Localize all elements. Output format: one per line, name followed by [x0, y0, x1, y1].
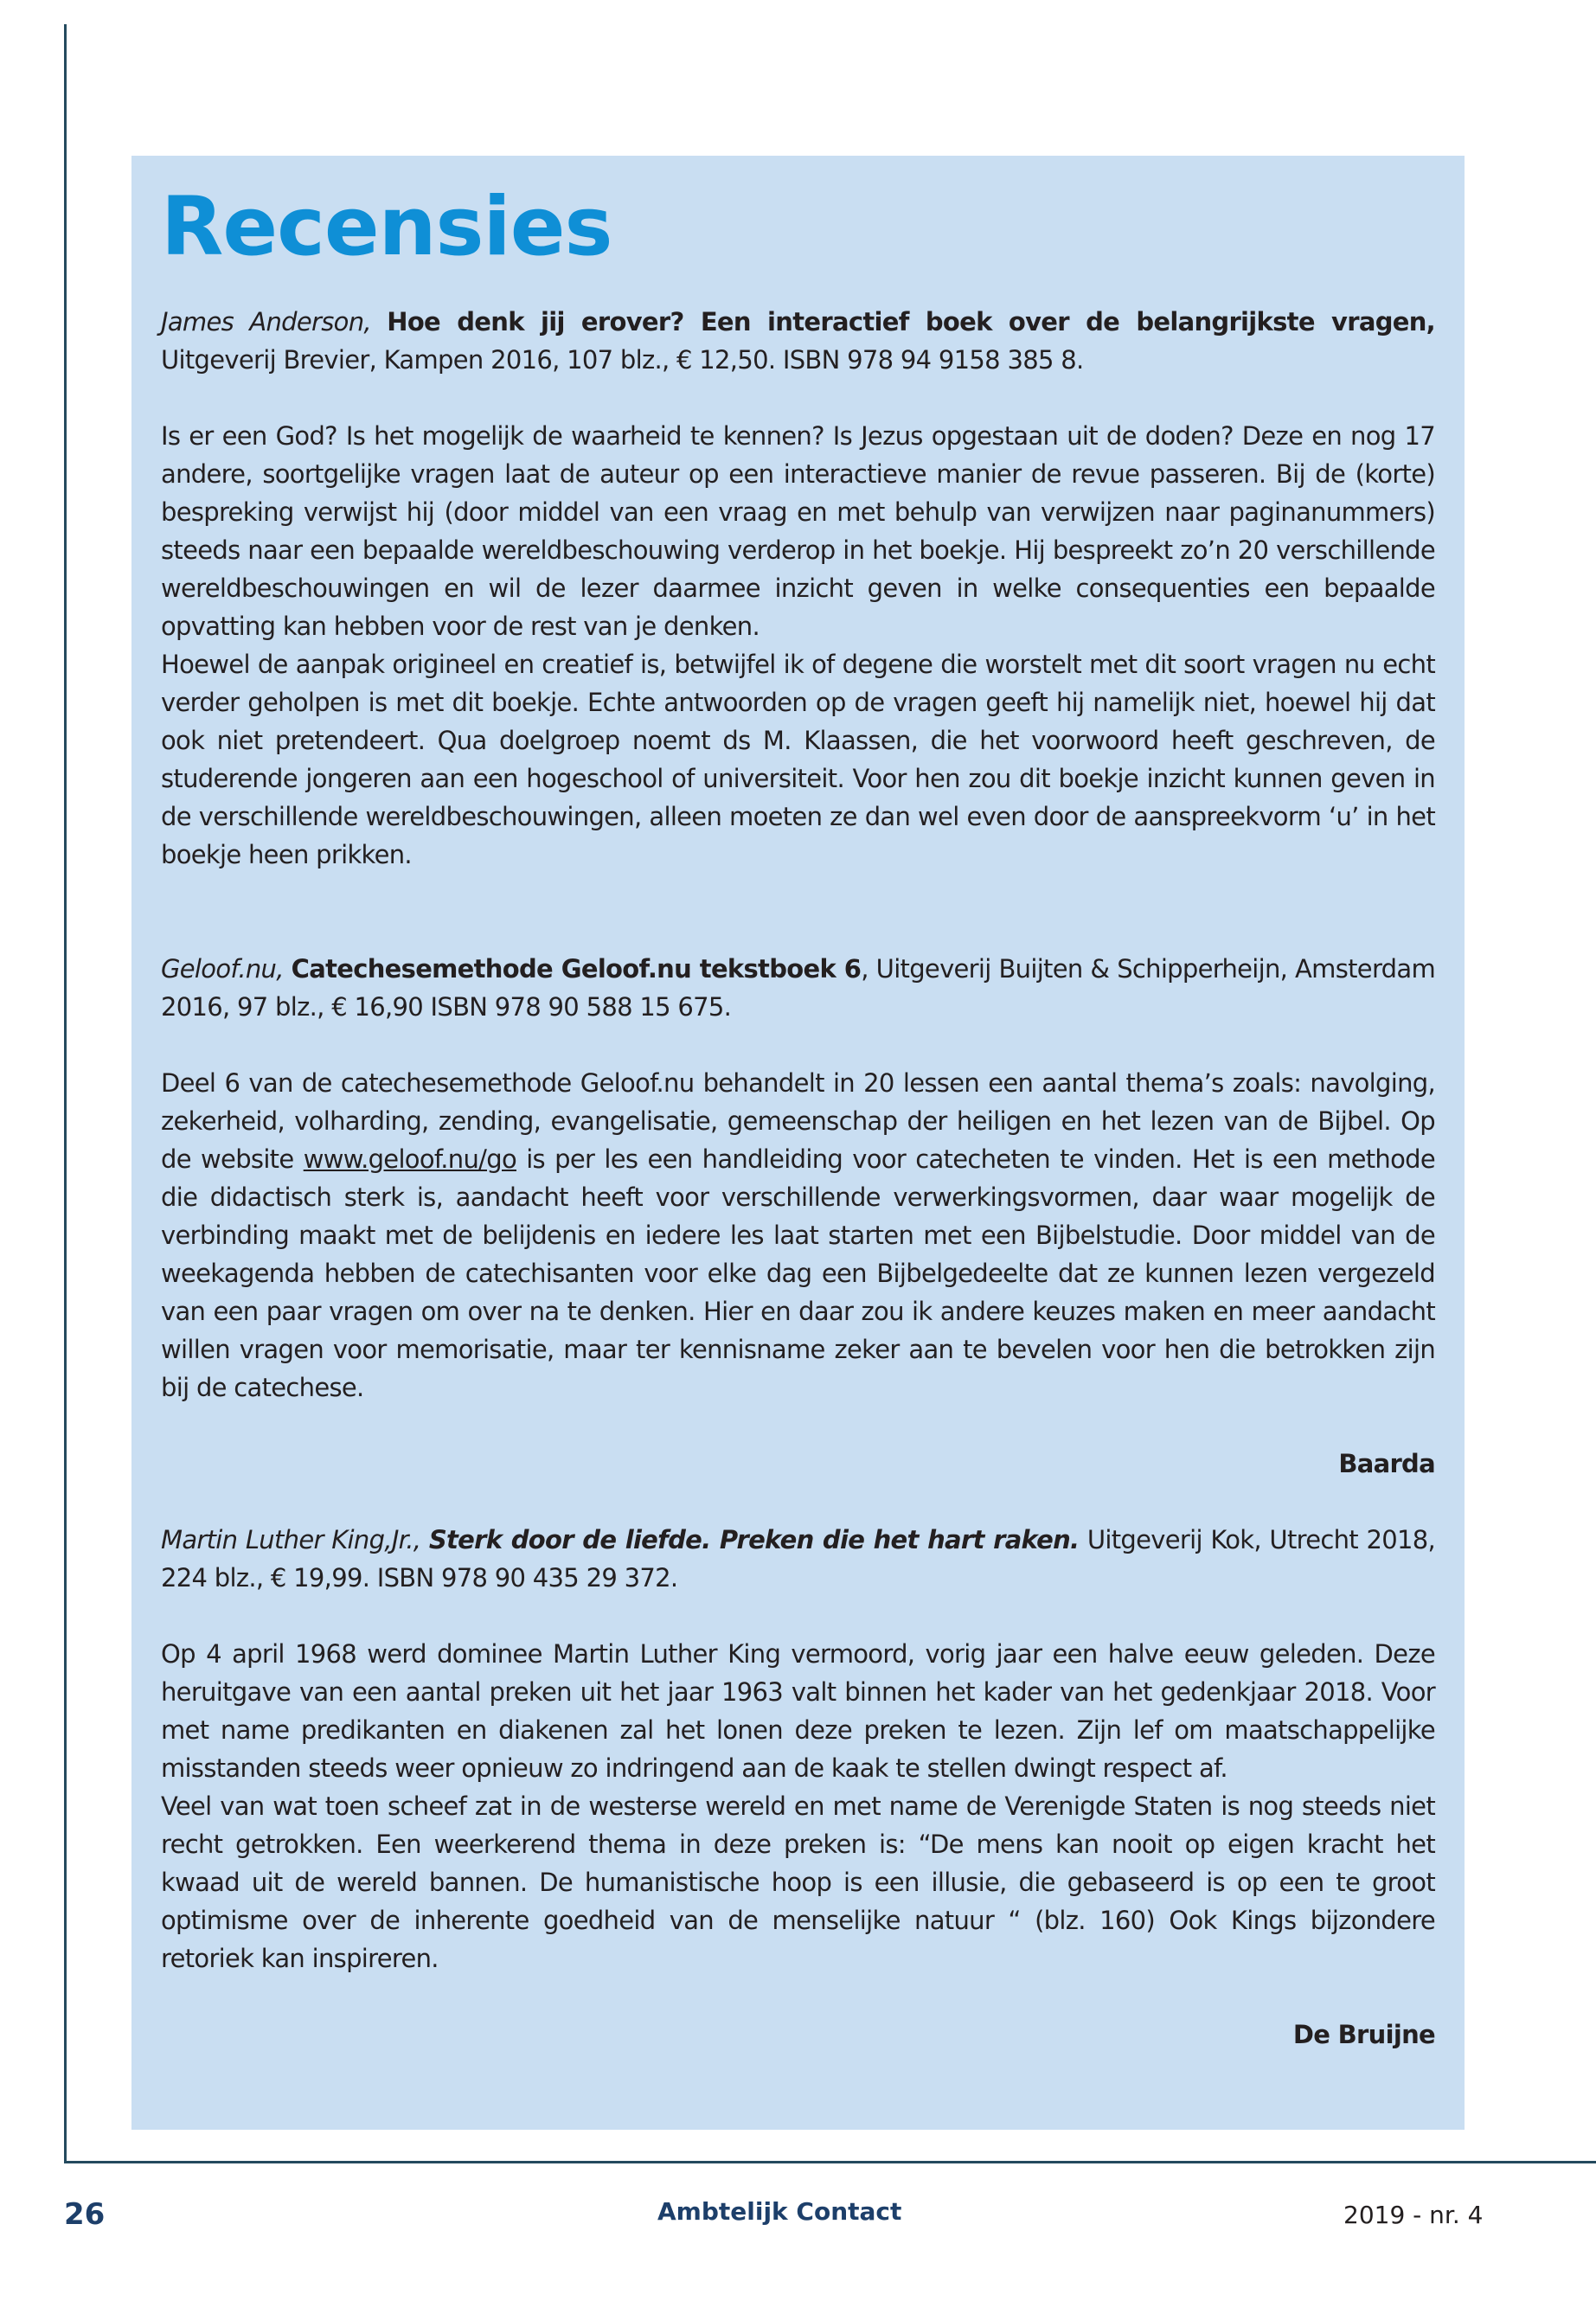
- review-1-author: James Anderson,: [161, 307, 371, 336]
- review-1-book-title: Hoe denk jij erover? Een interactief boek over de belangrijkste vragen,: [387, 307, 1435, 336]
- review-3-author: Martin Luther King,Jr.,: [161, 1525, 421, 1554]
- review-3-details: Uitgeverij Kok, Utrecht 2018, 224 blz., € 19,99. ISBN 978 90 435 29 372.: [161, 1525, 1435, 1593]
- review-2-paragraph: [161, 1064, 1435, 1407]
- review-2-signature: Baarda: [1338, 1449, 1435, 1478]
- review-3-paragraph: Veel van wat toen scheef zat in de westerse wereld en met name de Verenigde Staten is nog steeds niet recht getrokken. Een weerkerend thema in deze preken is: “De mens kan nooit op eigen kracht het kwaad uit de wereld bannen. De humanistische hoop is een illusie, die gebaseerd is op een te groot optimisme over de inherente goedheid van de menselijke natuur “ (blz. 160) Ook Kings bijzondere retoriek kan inspireren.: [161, 1791, 1435, 1973]
- review-3-paragraph: Op 4 april 1968 werd dominee Martin Luther King vermoord, vorig jaar een halve eeuw geleden. Deze heruitgave van een aantal preken uit het jaar 1963 valt binnen het kader van het gedenkjaar 2018. Voor met name predikanten en diakenen zal het lonen deze preken te lezen. Zijn lef om maatschappelijke misstanden steeds weer opnieuw zo indringend aan de kaak te stellen dwingt respect af.: [161, 1639, 1435, 1783]
- review-1-paragraph: Is er een God? Is het mogelijk de waarheid te kennen? Is Jezus opgestaan uit de doden? Deze en nog 17 andere, soortgelijke vragen laat de auteur op een interactieve manier de revue passeren. Bij de (korte) bespreking verwijst hij (door middel van een vraag en met behulp van verwijzen naar paginanummers) steeds naar een bepaalde wereldbeschouwing verderop in het boekje. Hij bespreekt zo’n 20 verschillende wereldbeschouwingen en wil de lezer daarmee inzicht geven in welke consequenties een bepaalde opvatting kan hebben voor de rest van je denken.: [161, 421, 1435, 641]
- review-1-details: Uitgeverij Brevier, Kampen 2016, 107 blz., € 12,50. ISBN 978 94 9158 385 8.: [161, 345, 1084, 375]
- reviews-panel: [131, 156, 1465, 2130]
- issue-number: 2019 - nr. 4: [1343, 2201, 1484, 2229]
- review-3-reference: [161, 1521, 1435, 1597]
- review-2-details: , Uitgeverij Buijten & Schipperheijn, Amsterdam 2016, 97 blz., € 16,90 ISBN 978 90 588 15 675.: [161, 954, 1435, 1022]
- review-2-text-before-link: Deel 6 van de catechesemethode Geloof.nu behandelt in 20 lessen een aantal thema’s zoals: navolging, zekerheid, volharding, zending, evangelisatie, gemeenschap der heiligen en het lezen van de Bijbel. Op de website: [161, 1068, 1435, 1174]
- review-2-text-after-link: is per les een handleiding voor catecheten te vinden. Het is een methode die didactisch sterk is, aandacht heeft voor verschillende verwerkingsvormen, daar waar mogelijk de verbinding maakt met de belijdenis en iedere les laat starten met een Bijbelstudie. Door middel van de weekagenda hebben de catechisanten voor elke dag een Bijbelgedeelte dat ze kunnen lezen vergezeld van een paar vragen om over na te denken. Hier en daar zou ik andere keuzes maken en meer aandacht willen vragen voor memorisatie, maar ter kennisname zeker aan te bevelen voor hen die betrokken zijn bij de catechese.: [161, 1144, 1436, 1402]
- footer-rule: [64, 2161, 1596, 2163]
- review-1-reference: [161, 303, 1435, 379]
- review-2-book-title: Catechesemethode Geloof.nu tekstboek 6: [291, 954, 862, 984]
- review-1-paragraph: Hoewel de aanpak origineel en creatief is, betwijfel ik of degene die worstelt met dit soort vragen nu echt verder geholpen is met dit boekje. Echte antwoorden op de vragen geeft hij namelijk niet, hoewel hij dat ook niet pretendeert. Qua doelgroep noemt ds M. Klaassen, die het voorwoord heeft geschreven, de studerende jongeren aan een hogeschool of universiteit. Voor hen zou dit boekje inzicht kunnen geven in de verschillende wereldbeschouwingen, alleen moeten ze dan wel even door de aanspreekvorm ‘u’ in het boekje heen prikken.: [161, 650, 1435, 869]
- section-title: Recensies: [161, 180, 612, 274]
- website-link[interactable]: www.geloof.nu/go: [303, 1144, 516, 1174]
- page-number: 26: [64, 2197, 106, 2232]
- review-2-author: Geloof.nu,: [161, 954, 284, 984]
- review-2-reference: [161, 950, 1435, 1026]
- magazine-name: Ambtelijk Contact: [657, 2197, 902, 2226]
- review-3-signature: De Bruijne: [1292, 2020, 1435, 2049]
- review-3-book-title: Sterk door de liefde. Preken die het hart raken.: [428, 1525, 1080, 1554]
- left-margin-rule: [64, 24, 67, 2163]
